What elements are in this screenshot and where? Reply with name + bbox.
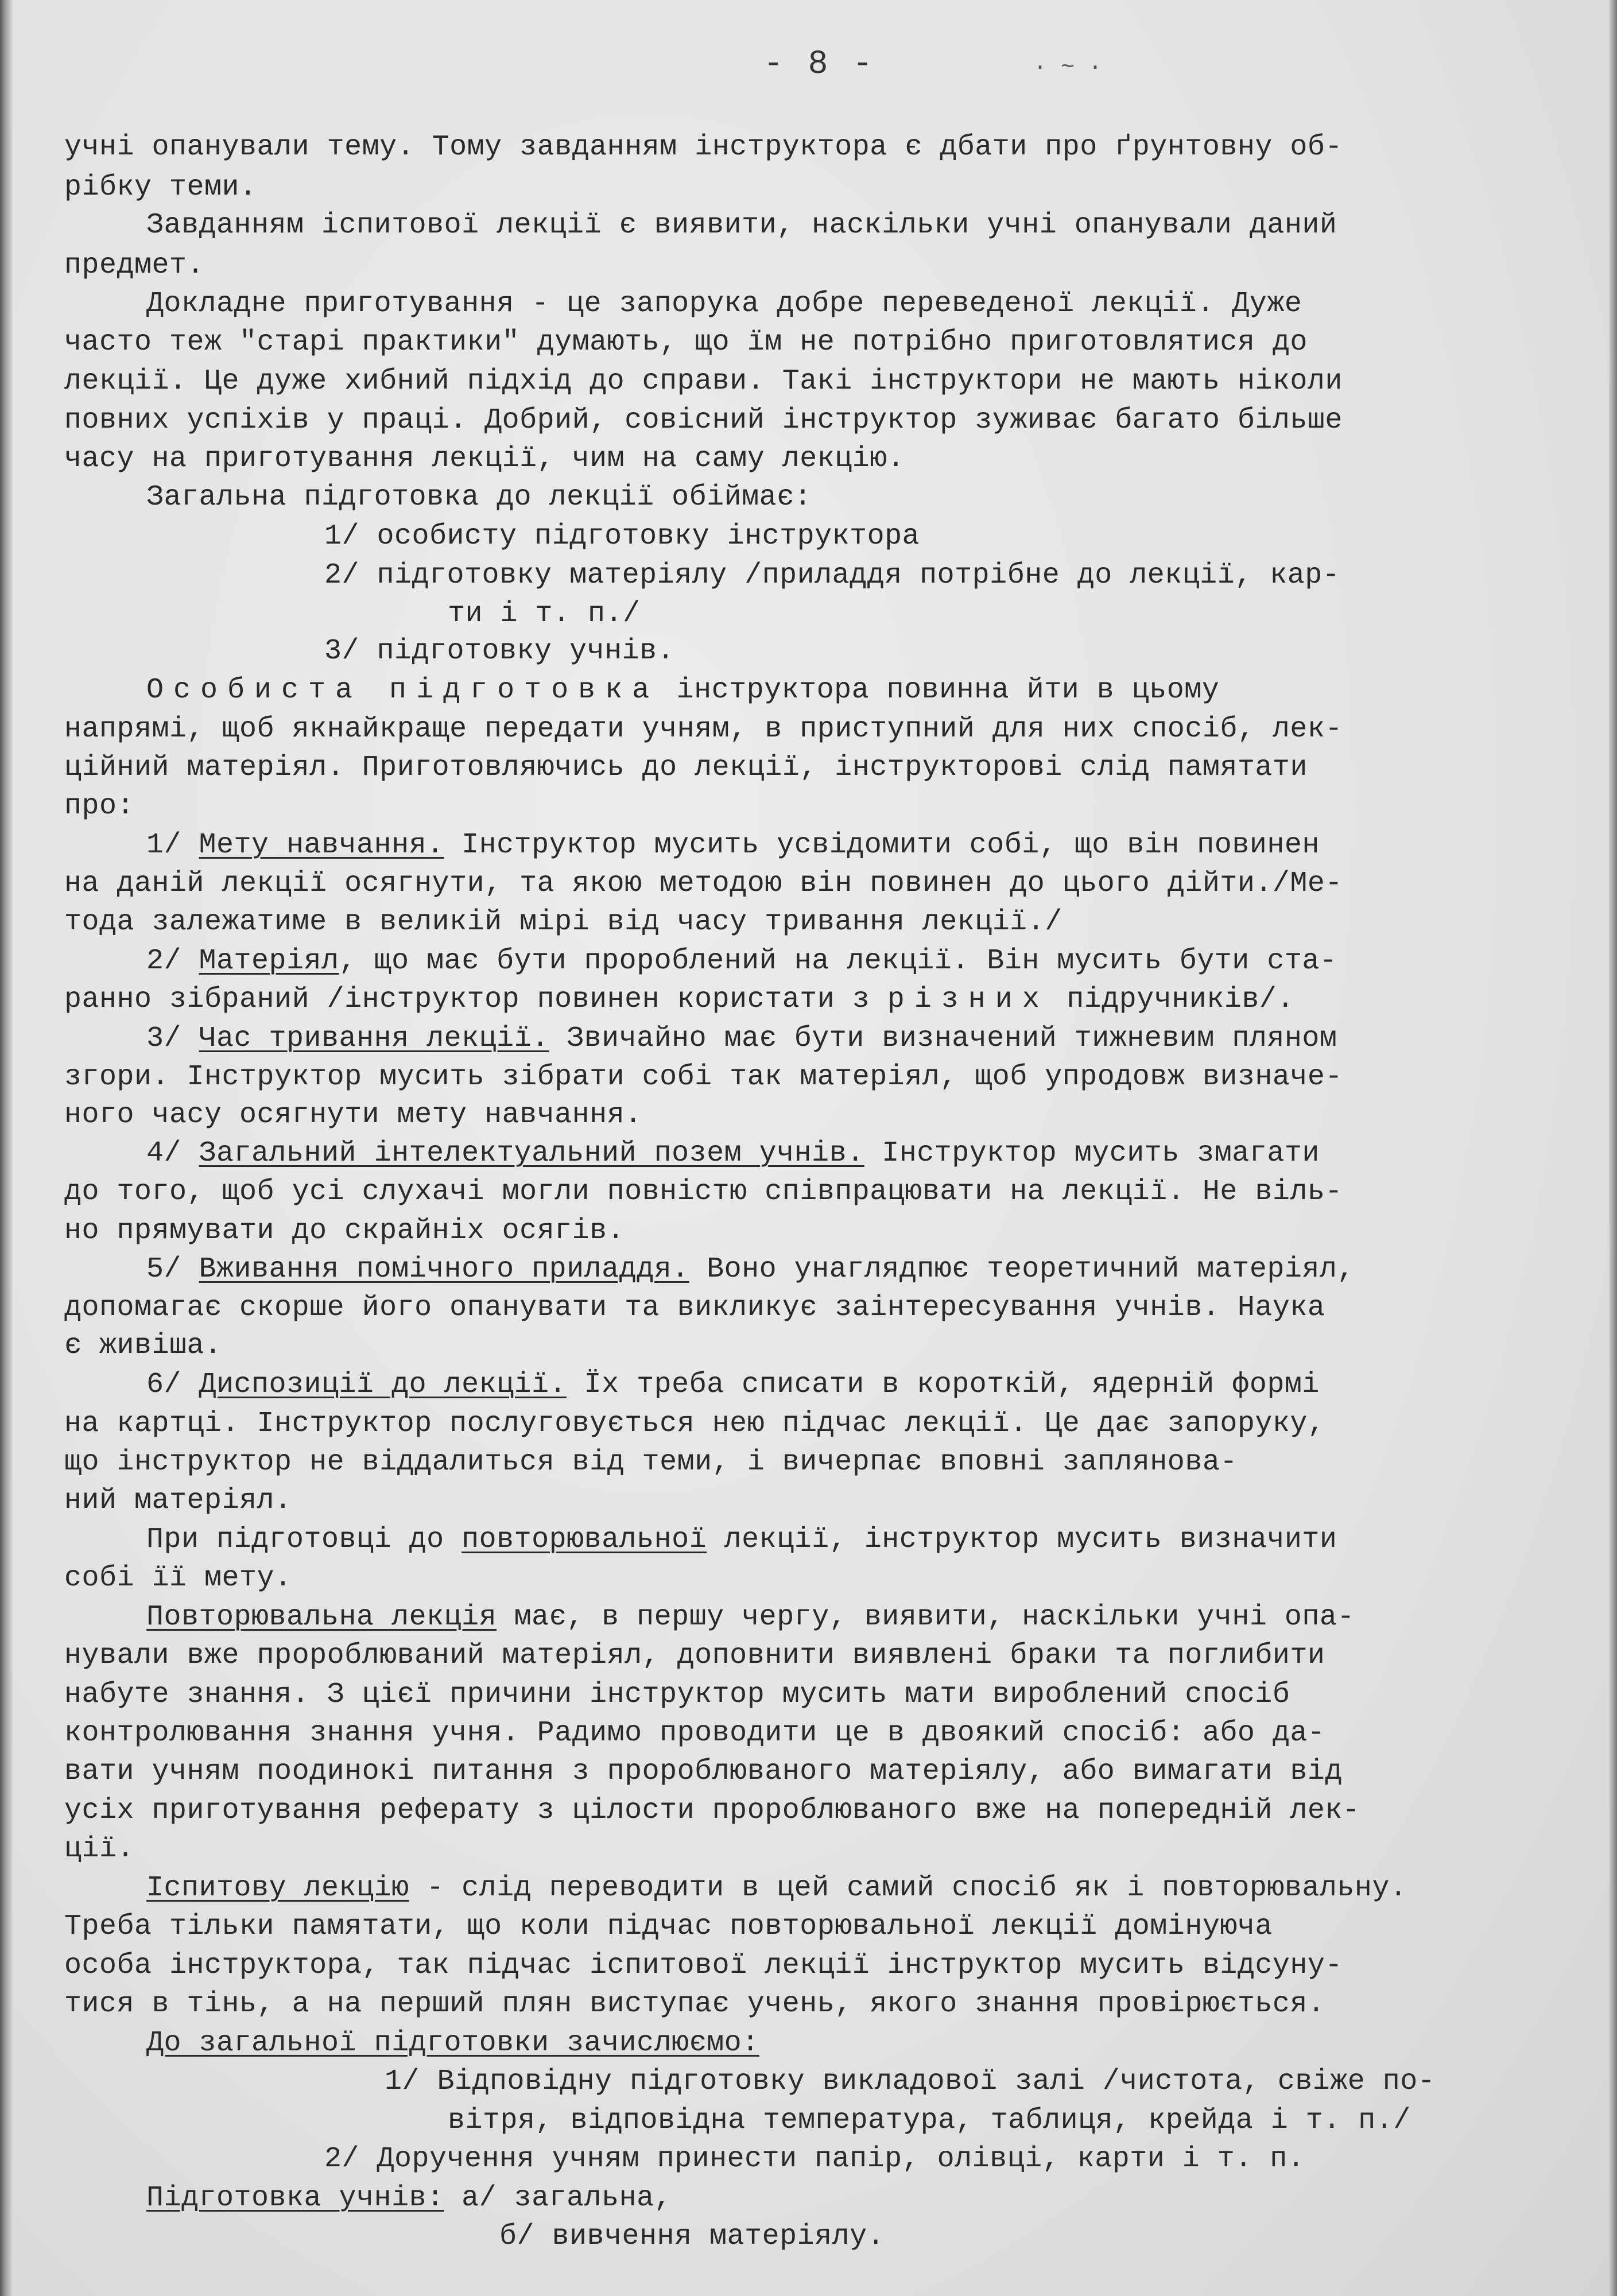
text-run: ного часу осягнути мету навчання. [64,1099,642,1131]
text-line [64,1288,1325,1328]
text-line [324,631,674,672]
text-line [64,1442,1238,1483]
text-run: усіх приготування реферату з цілости пророблюваного вже на попередній лек- [64,1794,1360,1827]
text-line [64,1829,134,1870]
text-line [64,1211,625,1251]
text-run: 2/ Доручення учням принести папір, олівці, карти і т. п. [324,2143,1305,2175]
text-line [64,1907,1273,1947]
text-line [64,1404,1325,1444]
text-run: нували вже пророблюваний матеріял, доповнити виявлені браки та поглибити [64,1639,1325,1672]
text-run: 1/ [146,829,199,862]
text-line [64,1172,1343,1212]
underlined-heading: Повторювальна лекція [146,1601,497,1634]
text-line [64,1791,1360,1831]
text-run: 1/ особисту підготовку інструктора [324,520,920,553]
text-run: є живіша. [64,1329,222,1362]
text-run: 1/ Відповідну підготовку викладової залі /чистота, свіже по- [385,2065,1436,2098]
text-line [64,1481,292,1521]
text-line [64,1636,1325,1676]
text-run: тода залежатиме в великій мірі від часу тривання лекції./ [64,906,1063,938]
text-line [64,401,1343,441]
text-line [64,323,1308,363]
text-line [64,1558,292,1599]
text-run: ції. [64,1833,135,1865]
text-line [64,864,1343,904]
text-line [64,1713,1325,1754]
text-line [146,941,1337,982]
text-run: 3/ підготовку учнів. [324,635,675,668]
text-run: до того, щоб усі слухачі могли повністю співпрацювати на лекції. Не віль- [64,1176,1343,1208]
text-run: Воно унаглядпює теоретичний матеріял, [689,1253,1355,1286]
text-line [64,1752,1343,1792]
text-line [146,284,1302,324]
text-run: Докладне приготування - це запорука добре переведеної лекції. Дуже [146,288,1302,320]
text-run: а/ загальна, [444,2182,672,2214]
text-run: напрямі, щоб якнайкраще передати учням, в приступний для них спосіб, лек- [64,713,1343,746]
underlined-heading: Диспозиції до лекції. [199,1368,567,1401]
text-line [324,517,920,557]
underlined-heading: Підготовка учнів: [146,2182,444,2214]
text-line [64,1675,1290,1715]
underlined-heading: Іспитову лекцію [146,1872,409,1905]
scan-left-edge [0,0,13,2296]
text-line [385,2062,1435,2102]
text-line [146,1250,1355,1290]
text-line [64,1984,1325,2024]
text-run: Їх треба списати в короткій, ядерній формі [567,1368,1320,1401]
text-line [64,748,1308,788]
text-line [64,168,257,208]
spaced-emphasis: Особиста підготовка [146,674,660,707]
text-run: часу на приготування лекції, чим на саму лекцію. [64,443,905,475]
text-line [64,362,1343,402]
text-line [324,2139,1305,2179]
text-run: рібку теми. [64,171,257,204]
text-run: допомагає скорше його опанувати та викликує заінтересування учнів. Наука [64,1292,1325,1324]
text-run: вітря, відповідна температура, таблиця, крейда і т. п./ [448,2104,1411,2137]
text-run: вати учням поодинокі питання з пророблюваного матеріялу, або вимагати від [64,1755,1343,1788]
text-run: предмет. [64,249,205,282]
underlined-heading: повторювальної [462,1523,707,1556]
text-run: згори. Інструктор мусить зібрати собі так матеріял, щоб упродовж визначе- [64,1061,1343,1093]
text-run: лекції, інструктор мусить визначити [707,1523,1337,1556]
text-run: 2/ підготовку матеріялу /приладдя потрібне до лекції, кар- [324,559,1340,592]
text-run: , що має бути пророблений на лекції. Він мусить бути ста- [339,945,1337,978]
underlined-heading: Вживання помічного приладдя. [199,1253,689,1286]
underlined-heading: Мету навчання. [199,829,444,862]
text-line [146,670,1219,711]
text-line [146,825,1320,866]
text-line [146,1520,1337,1560]
text-line [146,2178,672,2219]
text-run: що інструктор не віддалиться від теми, і вичерпає вповні заплянова- [64,1446,1238,1479]
underlined-heading: Матеріял [199,945,339,978]
text-run: Загальна підготовка до лекції обіймає: [146,481,812,514]
text-line [146,1019,1337,1059]
text-run: ний матеріял. [64,1484,292,1517]
text-line [146,478,812,518]
text-run: на картці. Інструктор послуговується нею підчас лекції. Це дає запоруку, [64,1407,1325,1440]
text-run: Треба тільки памятати, що коли підчас повторювальної лекції домінуюча [64,1910,1273,1943]
text-run: 4/ [146,1137,199,1170]
text-line [64,1095,642,1135]
text-line [64,1326,222,1366]
text-run: Звичайно має бути визначений тижневим пляном [549,1022,1337,1055]
text-line [64,1057,1343,1097]
text-run: особа інструктора, так підчас іспитової лекції інструктор мусить відсуну- [64,1949,1343,1982]
text-line [499,2217,885,2257]
text-line [64,786,134,827]
text-run: на даній лекції осягнути, та якою методою він повинен до цього дійти./Ме- [64,867,1343,900]
text-run: часто теж "старі практики" думають, що їм не потрібно приготовлятися до [64,326,1308,359]
text-run: лекції. Це дуже хибний підхід до справи. Такі інструктори не мають ніколи [64,365,1343,398]
text-run: 5/ [146,1253,199,1286]
scan-artifact-mark: · ~ · [1033,55,1103,81]
text-run: - слід переводити в цей самий спосіб як і повторювальну. [409,1872,1407,1905]
text-line [64,709,1343,750]
text-run: повних успіхів у праці. Добрий, совісний інструктор зуживає багато більше [64,404,1343,437]
text-line [146,205,1337,246]
text-run: 6/ [146,1368,199,1401]
text-line [324,556,1340,596]
text-run: підручників/. [1049,983,1294,1016]
text-line [146,2023,759,2064]
text-line [448,594,641,634]
text-run: про: [64,790,135,823]
text-line [64,246,204,286]
page-number: - 8 - [763,46,875,83]
text-line [146,1365,1320,1405]
text-line [448,2101,1411,2141]
text-run: тися в тінь, а на перший плян виступає учень, якого знання провірюється. [64,1988,1325,2020]
text-line [146,1597,1355,1638]
text-run: учні опанували тему. Тому завданням інструктора є дбати про ґрунтовну об- [64,131,1343,164]
text-run: собі її мету. [64,1562,292,1595]
spaced-emphasis: різних [887,983,1049,1016]
text-run: При підготовці до [146,1523,462,1556]
text-run: б/ вивчення матеріялу. [499,2220,885,2253]
text-run: 2/ [146,945,199,978]
text-run: но прямувати до скрайніх осягів. [64,1215,625,1247]
text-line [146,1868,1407,1909]
text-line [146,1134,1320,1174]
text-run: ти і т. п./ [448,598,641,630]
text-line [64,1946,1343,1986]
underlined-heading: До загальної підготовки зачислюємо: [146,2027,759,2060]
text-run: ційний матеріял. Приготовляючись до лекції, інструкторові слід памятати [64,751,1308,784]
underlined-heading: Час тривання лекції. [199,1022,549,1055]
scan-right-edge [1609,0,1617,2296]
text-line [64,980,1294,1020]
text-line [64,439,905,479]
underlined-heading: Загальний інтелектуальний позем учнів. [199,1137,864,1170]
text-run: 3/ [146,1022,199,1055]
text-run: Інструктор мусить змагати [864,1137,1320,1170]
text-run: контролювання знання учня. Радимо проводити це в двоякий спосіб: або да- [64,1717,1325,1750]
text-run: Інструктор мусить усвідомити собі, що він повинен [444,829,1320,862]
text-run: інструктора повинна йти в цьому [659,674,1220,707]
text-run: набуте знання. З цієї причини інструктор мусить мати вироблений спосіб [64,1678,1290,1711]
text-line [64,127,1343,168]
text-run: має, в першу чергу, виявити, наскільки учні опа- [497,1601,1355,1634]
text-line [64,902,1063,943]
text-run: Завданням іспитової лекції є виявити, наскільки учні опанували даний [146,209,1337,242]
text-run: ранно зібраний /інструктор повинен користати з [64,983,887,1016]
